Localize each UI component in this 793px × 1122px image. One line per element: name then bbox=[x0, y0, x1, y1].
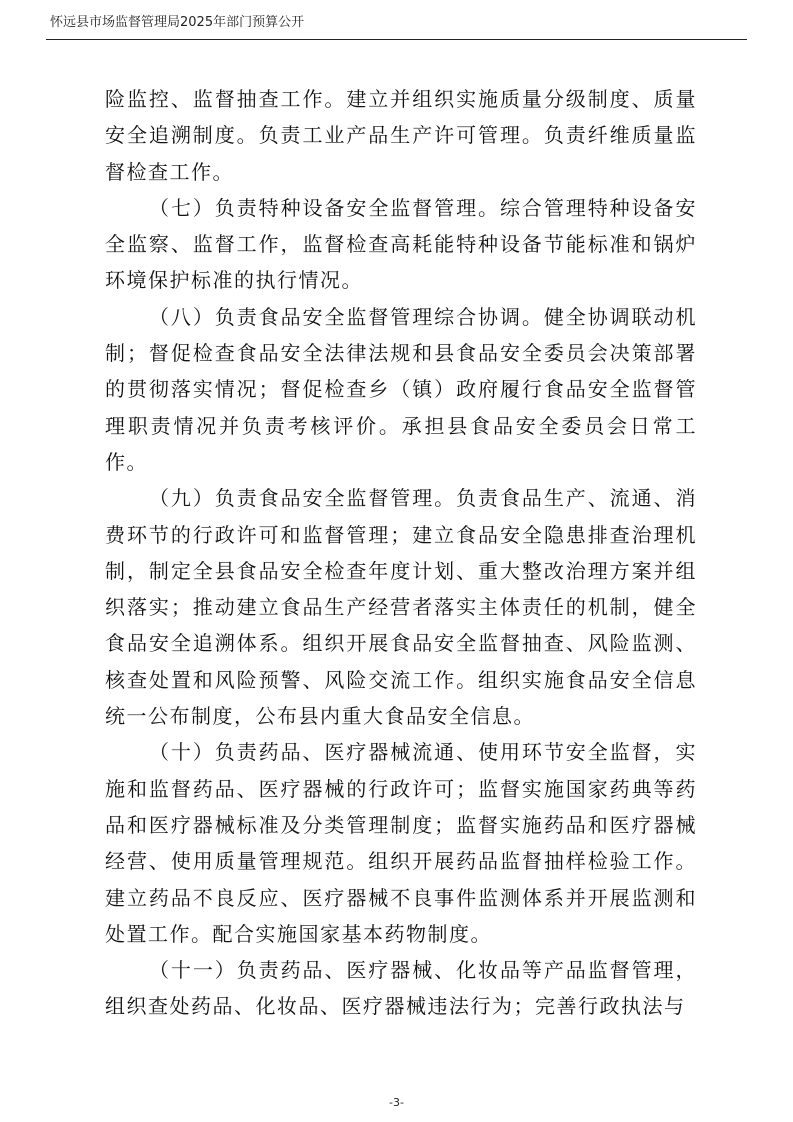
paragraph-item-10: （十）负责药品、医疗器械流通、使用环节安全监督，实施和监督药品、医疗器械的行政许可；监督实施国家药典等药品和医疗器械标准及分类管理制度；监督实施药品和医疗器械经营、使用质量管理规范。组织开展药品监督抽样检验工作。建立药品不良反应、医疗器械不良事件监测体系并开展监测和处置工作。配合实施国家基本药物制度。 bbox=[105, 740, 697, 946]
page-number: -3- bbox=[389, 1096, 404, 1109]
page-header-title: 怀远县市场监督管理局2025年部门预算公开 bbox=[50, 15, 305, 30]
paragraph-item-11: （十一）负责药品、医疗器械、化妆品等产品监督管理，组织查处药品、化妆品、医疗器械违法行为；完善行政执法与 bbox=[105, 958, 697, 1019]
paragraph-item-8: （八）负责食品安全监督管理综合协调。健全协调联动机制；督促检查食品安全法律法规和县食品安全委员会决策部署的贯彻落实情况；督促检查乡（镇）政府履行食品安全监督管理职责情况并负责考核评价。承担县食品安全委员会日常工作。 bbox=[105, 304, 697, 474]
paragraph-item-9: （九）负责食品安全监督管理。负责食品生产、流通、消费环节的行政许可和监督管理；建立食品安全隐患排查治理机制，制定全县食品安全检查年度计划、重大整改治理方案并组织落实；推动建立食品生产经营者落实主体责任的机制，健全食品安全追溯体系。组织开展食品安全监督抽查、风险监测、核查处置和风险预警、风险交流工作。组织实施食品安全信息统一公布制度，公布县内重大食品安全信息。 bbox=[105, 486, 697, 729]
paragraph-item-7: （七）负责特种设备安全监督管理。综合管理特种设备安全监察、监督工作，监督检查高耗能特种设备节能标准和锅炉环境保护标准的执行情况。 bbox=[105, 195, 697, 293]
header-divider bbox=[46, 39, 747, 40]
paragraph-continued: 险监控、监督抽查工作。建立并组织实施质量分级制度、质量安全追溯制度。负责工业产品生产许可管理。负责纤维质量监督检查工作。 bbox=[105, 87, 697, 184]
document-body bbox=[105, 81, 697, 1025]
